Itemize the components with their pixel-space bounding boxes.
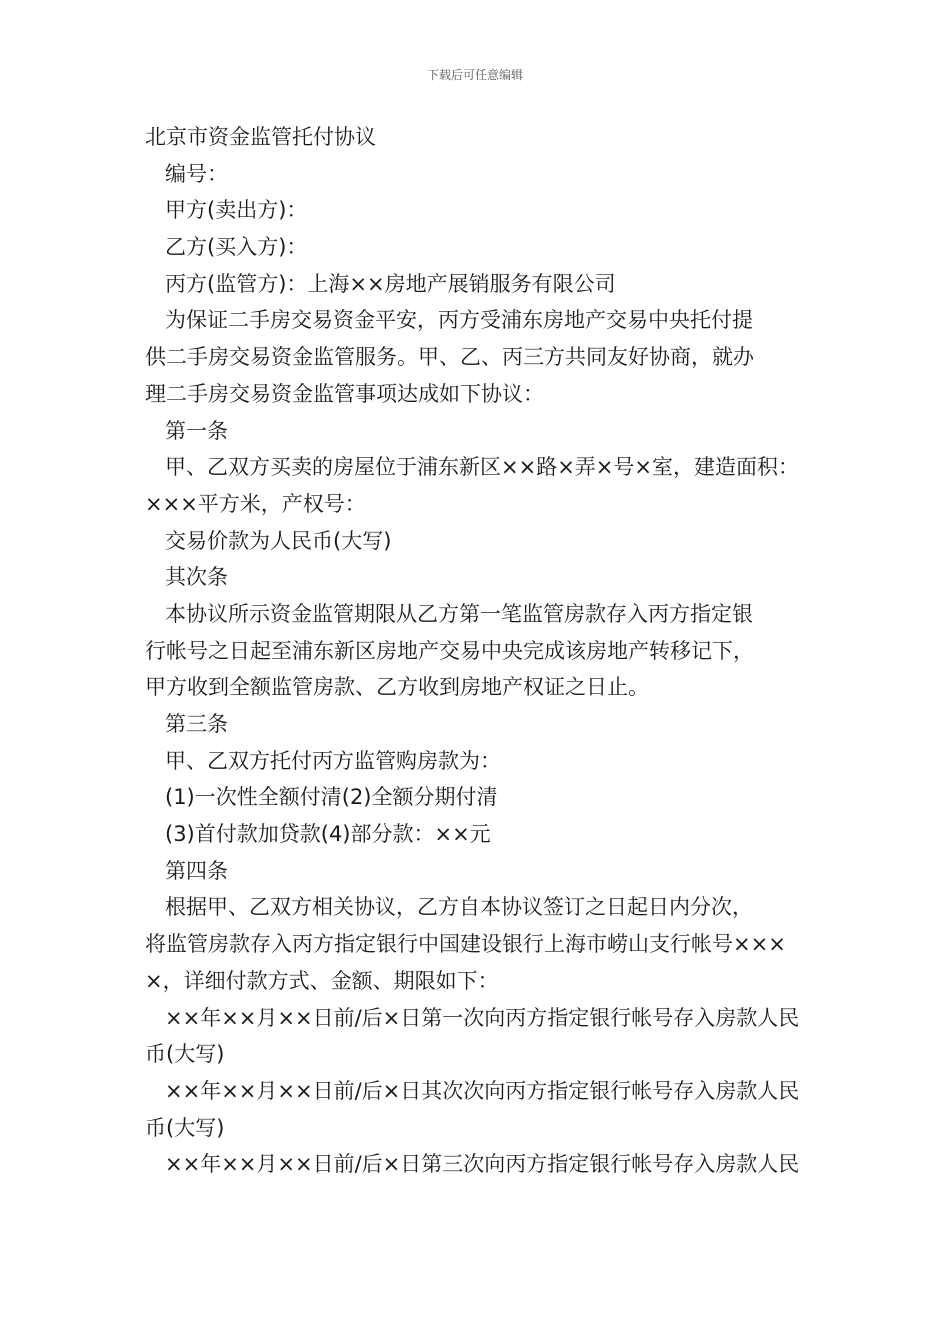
document-line: ×××平方米，产权号： xyxy=(145,491,366,516)
document-line: 其次条 xyxy=(165,565,228,590)
document-line: 甲、乙双方买卖的房屋位于浦东新区××路×弄×号×室，建造面积： xyxy=(165,455,799,480)
document-line: 根据甲、乙双方相关协议，乙方自本协议签订之日起日内分次， xyxy=(165,895,753,920)
document-line: (1)一次性全额付清(2)全额分期付清 xyxy=(165,785,498,810)
document-line: ××年××月××日前/后×日第三次向丙方指定银行帐号存入房款人民 xyxy=(165,1152,800,1177)
document-line: 第一条 xyxy=(165,418,228,443)
document-line: 甲方(卖出方)： xyxy=(165,198,308,223)
header-note: 下载后可任意编辑 xyxy=(426,68,523,82)
document-line: 币(大写) xyxy=(145,1115,225,1140)
document-line: ××年××月××日前/后×日其次次向丙方指定银行帐号存入房款人民 xyxy=(165,1078,800,1103)
document-line: 供二手房交易资金监管服务。甲、乙、丙三方共同友好协商，就办 xyxy=(145,345,754,370)
document-lines xyxy=(145,156,810,1183)
document-line: 币(大写) xyxy=(145,1042,225,1067)
document-line: 甲方收到全额监管房款、乙方收到房地产权证之日止。 xyxy=(145,675,649,700)
document-line: (3)首付款加贷款(4)部分款：××元 xyxy=(165,822,491,847)
document-line: 行帐号之日起至浦东新区房地产交易中央完成该房地产转移记下， xyxy=(145,638,754,663)
document-line: 本协议所示资金监管期限从乙方第一笔监管房款存入丙方指定银 xyxy=(165,601,753,626)
document-line: 第三条 xyxy=(165,712,228,736)
document-line: 甲、乙双方托付丙方监管购房款为： xyxy=(165,748,501,773)
document-body xyxy=(145,119,810,1183)
document-line: 编号： xyxy=(165,161,228,186)
document-line: 丙方(监管方)：上海××房地产展销服务有限公司 xyxy=(165,271,616,296)
document-title: 北京市资金监管托付协议 xyxy=(145,125,376,149)
document-line: ××年××月××日前/后×日第一次向丙方指定银行帐号存入房款人民 xyxy=(165,1005,800,1030)
document-line: 第四条 xyxy=(165,858,228,883)
document-line: ×，详细付款方式、金额、期限如下： xyxy=(145,968,499,993)
document-line: 为保证二手房交易资金平安，丙方受浦东房地产交易中央托付提 xyxy=(165,308,753,333)
document-line: 将监管房款存入丙方指定银行中国建设银行上海市崂山支行帐号××× xyxy=(145,932,786,957)
document-line: 乙方(买入方)： xyxy=(165,235,308,260)
document-line: 交易价款为人民币(大写) xyxy=(165,528,392,553)
document-line: 理二手房交易资金监管事项达成如下协议： xyxy=(145,381,544,406)
